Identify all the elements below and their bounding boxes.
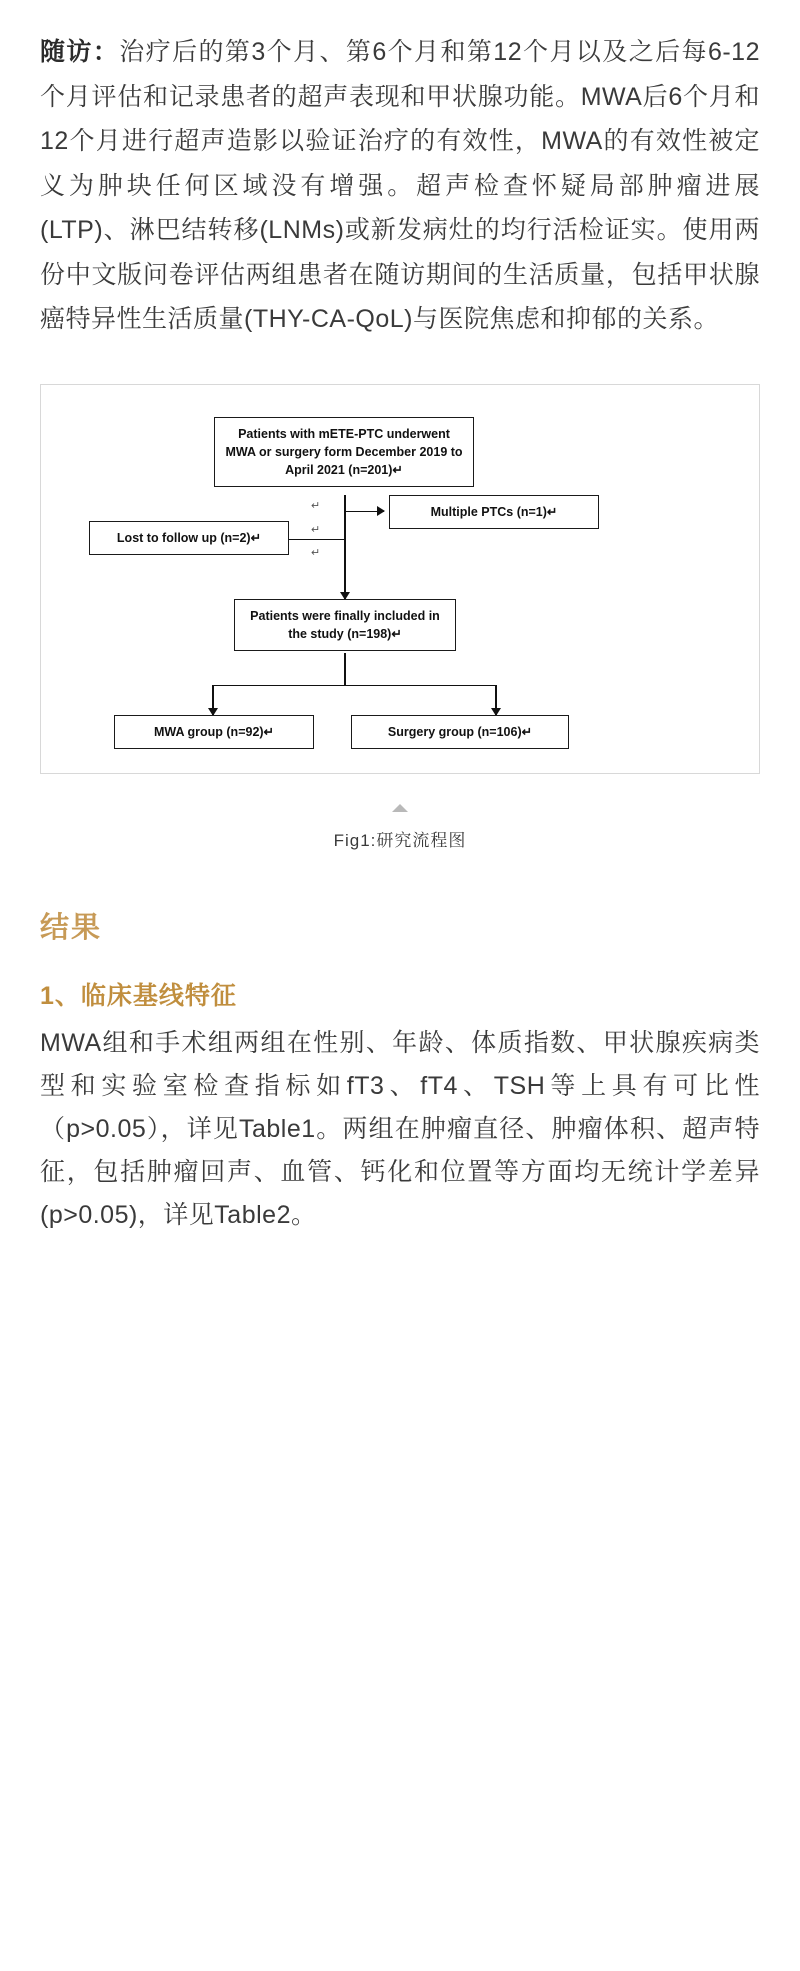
caret-up-icon — [392, 804, 408, 812]
page-section-heading: 结果 — [40, 911, 103, 944]
figure-caption-block — [40, 804, 760, 851]
flow-arrow-to-included — [344, 571, 346, 599]
followup-body-text: 治疗后的第3个月、第6个月和第12个月以及之后每6-12个月评估和记录患者的超声表现和甲状腺功能。MWA后6个月和12个月进行超声造影以验证治疗的有效性，MWA的有效性被定义为肿块任何区域没有增强。超声检查怀疑局部肿瘤进展(LTP)、淋巴结转移(LNMs)或新发病灶的均行活检证实。使用两份中文版问卷评估两组患者在随访期间的生活质量，包括甲状腺癌特异性生活质量(THY-CA-QoL)与医院焦虑和抑郁的关系。 — [40, 38, 760, 333]
flow-node-mwa-group: MWA group (n=92)↵ — [114, 715, 314, 749]
flow-node-multiple-ptcs: Multiple PTCs (n=1)↵ — [389, 495, 599, 529]
figure-flowchart — [40, 384, 760, 774]
flow-arrow-to-mwa — [212, 685, 214, 715]
flow-line-split-horizontal — [212, 685, 496, 687]
flow-line-split-vertical — [344, 653, 346, 685]
followup-lead-label: 随访： — [40, 38, 120, 66]
flow-arrow-to-surgery — [495, 685, 497, 715]
page-subsection-heading: 1、临床基线特征 — [40, 981, 237, 1010]
figure-caption: Fig1:研究流程图 — [333, 830, 467, 850]
flow-mark-1: ↵ — [311, 499, 321, 512]
flow-node-included: Patients were finally included in the study (n=198)↵ — [234, 599, 456, 651]
results-paragraph: MWA组和手术组两组在性别、年龄、体质指数、甲状腺疾病类型和实验室检查指标如fT3、fT4、TSH等上具有可比性（p>0.05），详见Table1。两组在肿瘤直径、肿瘤体积、超声特征，包括肿瘤回声、血管、钙化和位置等方面均无统计学差异(p>0.05)，详见Table2。 — [40, 1028, 760, 1229]
flow-node-surgery-group: Surgery group (n=106)↵ — [351, 715, 569, 749]
flowchart-canvas — [59, 411, 741, 743]
flow-node-enrolled: Patients with mETE-PTC underwent MWA or surgery form December 2019 to April 2021 (n=201)↵ — [214, 417, 474, 487]
flow-mark-2: ↵ — [311, 523, 321, 536]
flow-arrow-to-multiple — [344, 511, 384, 513]
flow-node-lost-followup: Lost to follow up (n=2)↵ — [89, 521, 289, 555]
followup-paragraph — [40, 30, 760, 342]
flow-mark-3: ↵ — [311, 546, 321, 559]
